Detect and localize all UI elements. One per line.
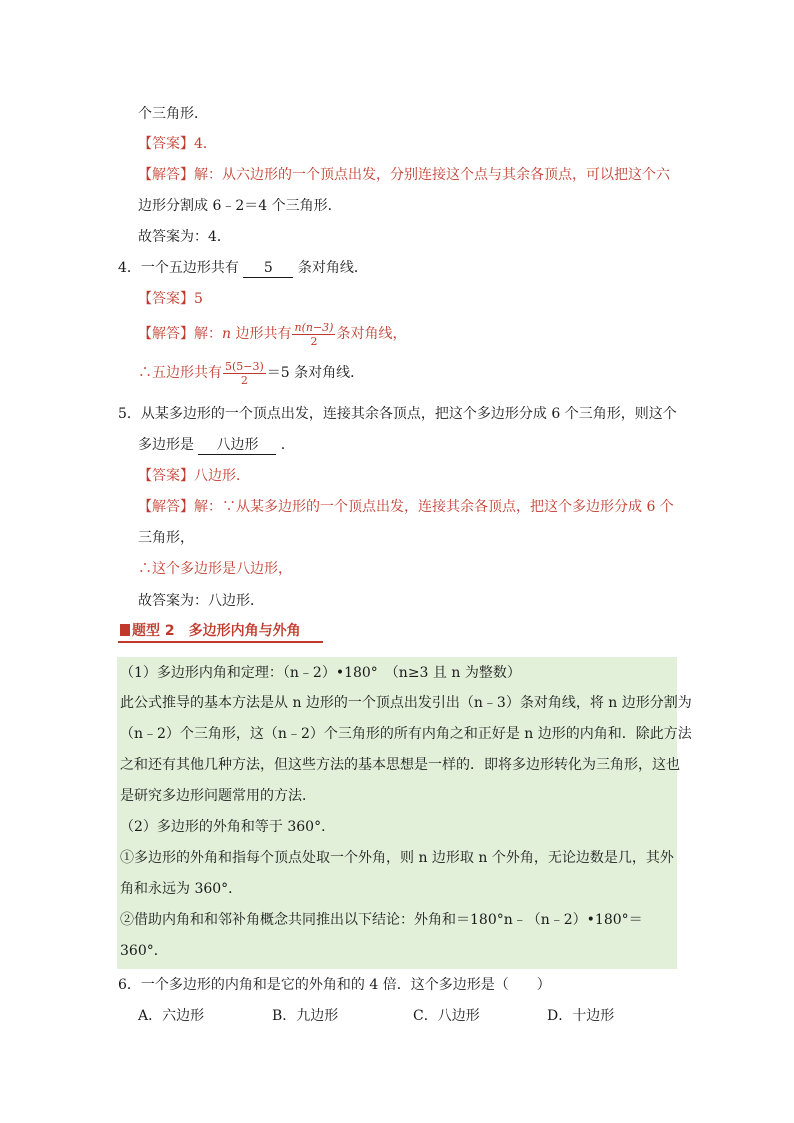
answer-line: [138, 134, 217, 154]
q5-answer-line: [138, 466, 250, 486]
q5-explanation-line: [138, 497, 674, 517]
question-5-stem-line1: 5．从某多边形的一个顶点出发，连接其余各顶点，把这个多边形分成 6 个三角形，则这个: [118, 406, 677, 422]
section-heading: [118, 620, 678, 642]
knowledge-line-5: 是研究多边形问题常用的方法．: [120, 788, 316, 804]
knowledge-line-7: ①多边形的外角和指每个顶点处取一个外角，则 n 边形取 n 个外角，无论边数是几，其外: [120, 850, 674, 866]
therefore-pre: ∴五边形共有: [138, 365, 222, 381]
explain-post: 条对角线，: [336, 326, 407, 342]
explain-tag: 【解答】: [138, 326, 194, 342]
fraction-numerator: 5(5−3): [225, 359, 264, 373]
q4-stem-before: 4．一个五边形共有: [118, 260, 239, 276]
question-4-stem: [118, 258, 368, 278]
explanation-line: [138, 165, 670, 185]
knowledge-line-9: ②借助内角和和邻补角概念共同推出以下结论：外角和＝180°n﹣（n﹣2）•180°＝: [120, 912, 643, 928]
option-a[interactable]: A．六边形: [138, 1008, 205, 1024]
q5-stem-post: ．: [280, 437, 295, 453]
explain-text: 解：从六边形的一个顶点出发，分别连接这个点与其余各顶点，可以把这个六: [194, 167, 670, 183]
knowledge-line-8: 角和永远为 360°．: [120, 881, 243, 897]
explain-tag: 【解答】: [138, 167, 194, 183]
knowledge-line-4: 之和还有其他几种方法，但这些方法的基本思想是一样的．即将多边形转化为三角形，这也: [120, 757, 680, 773]
section-title: 题型 2 多边形内角与外角: [132, 623, 301, 639]
q4-answer-blank: 5: [243, 259, 293, 278]
q4-answer-line: [138, 289, 203, 309]
knowledge-line-6: （2）多边形的外角和等于 360°．: [120, 819, 336, 835]
answer-value: 5: [194, 291, 203, 307]
q4-therefore-line: [138, 355, 364, 391]
therefore-post: ＝5 条对角线．: [266, 365, 365, 381]
option-d[interactable]: D．十边形: [547, 1008, 615, 1024]
text-line: 个三角形．: [138, 106, 208, 122]
option-c[interactable]: C．八边形: [413, 1008, 480, 1024]
q4-stem-after: 条对角线．: [297, 260, 368, 276]
conclusion-line: 故答案为：4．: [138, 229, 231, 245]
fraction-denominator: 2: [240, 373, 248, 387]
explain-pre: 解：: [194, 326, 222, 342]
answer-tag: 【答案】: [138, 468, 194, 484]
q4-explanation-line: [138, 316, 406, 352]
answer-value: 4．: [194, 136, 217, 152]
option-b[interactable]: B．九边形: [272, 1008, 339, 1024]
explain-tag: 【解答】: [138, 499, 194, 515]
knowledge-line-3: （n﹣2）个三角形，这（n﹣2）个三角形的所有内角之和正好是 n 边形的内角和．除此方法: [120, 726, 692, 742]
explain-text: 解：∵从某多边形的一个顶点出发，连接其余各顶点，把这个多边形分成 6 个: [194, 499, 674, 515]
fraction-pentagon: [223, 360, 266, 387]
fraction-diagonals: [292, 321, 335, 348]
explain-mid: 边形共有: [231, 326, 292, 342]
answer-tag: 【答案】: [138, 136, 194, 152]
knowledge-line-10: 360°．: [120, 943, 168, 959]
q5-stem-pre: 多边形是: [138, 437, 194, 453]
variable-n: n: [222, 326, 232, 342]
answer-tag: 【答案】: [138, 291, 194, 307]
question-5-stem-line2: [138, 435, 295, 455]
knowledge-line-1: （1）多边形内角和定理：（n﹣2）•180° （n≥3 且 n 为整数）: [120, 665, 521, 681]
fraction-numerator: n(n−3): [294, 320, 334, 334]
q5-explanation-cont: 三角形，: [138, 530, 194, 546]
answer-value: 八边形．: [194, 468, 250, 484]
explanation-cont: 边形分割成 6﹣2＝4 个三角形．: [138, 198, 342, 214]
q5-answer-blank: 八边形: [198, 436, 276, 455]
q5-conclusion-line: 故答案为：八边形．: [138, 593, 264, 609]
section-marker-icon: [120, 624, 130, 636]
section-underline: [118, 641, 323, 643]
q5-therefore-line: ∴这个多边形是八边形，: [138, 561, 292, 577]
question-6-stem: 6．一个多边形的内角和是它的外角和的 4 倍．这个多边形是（ ）: [118, 977, 551, 993]
knowledge-line-2: 此公式推导的基本方法是从 n 边形的一个顶点出发引出（n﹣3）条对角线，将 n 边形分割为: [120, 695, 692, 711]
fraction-denominator: 2: [310, 334, 318, 348]
